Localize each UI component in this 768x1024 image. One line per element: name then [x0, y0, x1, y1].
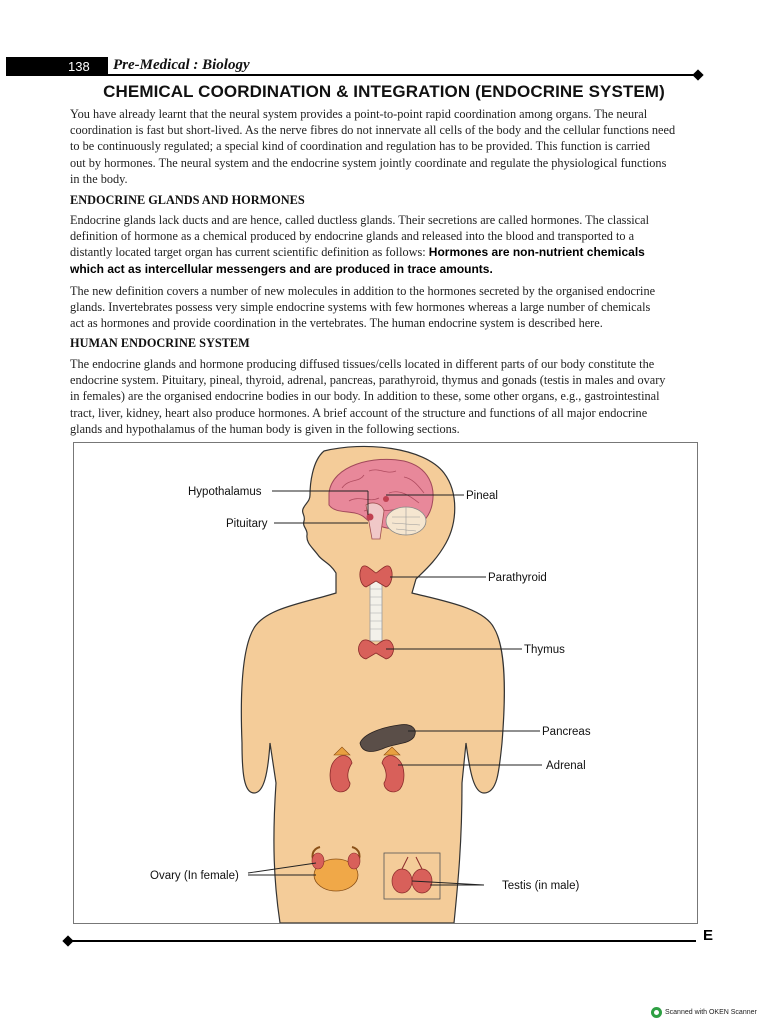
label-testis: Testis (in male) — [502, 880, 580, 892]
book-title: Pre-Medical : Biology — [113, 57, 250, 73]
trachea — [370, 581, 382, 641]
label-adrenal: Adrenal — [546, 760, 586, 772]
footer-letter: E — [703, 927, 714, 944]
para-line: Endocrine glands lack ducts and are hence, called ductless glands. Their secretions are called hormones. The classical — [70, 213, 649, 227]
left-testis — [392, 869, 412, 893]
header-rule — [108, 74, 696, 76]
para-line: glands. Invertebrates possess very simple endocrine systems with few hormones whereas a large number of chemicals — [70, 300, 651, 315]
header-bar — [6, 57, 108, 76]
section1-paragraph1 — [70, 212, 700, 277]
label-thymus: Thymus — [524, 644, 565, 656]
footer-rule — [68, 940, 696, 942]
intro-line: out by hormones. The neural system and the endocrine system jointly coordinate and regulate the physiological functions — [70, 155, 667, 170]
intro-line: to be continuously regulated; a special kind of coordination and regulation has to be provided. This function is carried — [70, 139, 650, 154]
endocrine-diagram — [74, 443, 697, 923]
pineal-gland — [383, 496, 389, 502]
section1-paragraph2 — [70, 283, 700, 332]
para-line: The endocrine glands and hormone producing diffused tissues/cells located in different parts of our body constitute the — [70, 357, 655, 371]
hormone-definition-bold: Hormones are non-nutrient chemicals — [428, 245, 645, 260]
para-line: glands and hypothalamus of the human body is given in the following sections. — [70, 421, 460, 436]
para-text: distantly located target organ has current scientific definition as follows: — [70, 245, 429, 260]
section-heading-human-endocrine: HUMAN ENDOCRINE SYSTEM — [70, 336, 250, 350]
para-line: in females) are the organised endocrine bodies in our body. In addition to these, some other organs, e.g., gastrointestinal — [70, 389, 660, 404]
scanner-logo-icon — [651, 1007, 662, 1018]
label-pineal: Pineal — [466, 490, 498, 502]
para-line: tract, liver, kidney, heart also produce hormones. A brief account of the structure and functions of all major endocrine — [70, 405, 648, 420]
intro-line: You have already learnt that the neural system provides a point-to-point rapid coordination among organs. The neural — [70, 107, 648, 121]
label-parathyroid: Parathyroid — [488, 572, 547, 584]
label-pancreas: Pancreas — [542, 726, 591, 738]
hormone-definition-bold: which act as intercellular messengers and are produced in trace amounts. — [70, 261, 493, 276]
section-heading-endocrine-glands: ENDOCRINE GLANDS AND HORMONES — [70, 193, 305, 207]
para-line: The new definition covers a number of new molecules in addition to the hormones secreted by the organised endocrine — [70, 284, 656, 298]
right-ovary — [348, 853, 360, 869]
para-line: act as hormones and provide coordination in the vertebrates. The human endocrine system is described here. — [70, 316, 603, 331]
para-line — [70, 261, 700, 277]
para-line — [70, 244, 700, 260]
scanner-watermark — [651, 1007, 757, 1018]
label-ovary: Ovary (In female) — [150, 870, 239, 882]
intro-line: coordination is fast but short-lived. As the nerve fibres do not innervate all cells of the body and the cellular functions need — [70, 123, 676, 138]
intro-line: in the body. — [70, 171, 128, 186]
left-ovary — [312, 853, 324, 869]
chapter-title: CHEMICAL COORDINATION & INTEGRATION (ENDOCRINE SYSTEM) — [103, 82, 665, 101]
label-pituitary: Pituitary — [226, 518, 268, 530]
para-line: definition of hormone as a chemical produced by endocrine glands and released into the blood and transported to a — [70, 229, 635, 244]
scanner-text: Scanned with OKEN Scanner — [665, 1009, 757, 1016]
testis-box — [384, 853, 440, 899]
label-hypothalamus: Hypothalamus — [188, 486, 262, 498]
endocrine-figure — [73, 442, 698, 924]
page-number: 138 — [68, 59, 90, 74]
header-diamond — [692, 69, 703, 80]
intro-paragraph — [70, 106, 700, 187]
para-line: endocrine system. Pituitary, pineal, thyroid, adrenal, pancreas, parathyroid, thymus and gonads (testis in males and ovary — [70, 373, 666, 388]
section2-paragraph — [70, 356, 700, 437]
